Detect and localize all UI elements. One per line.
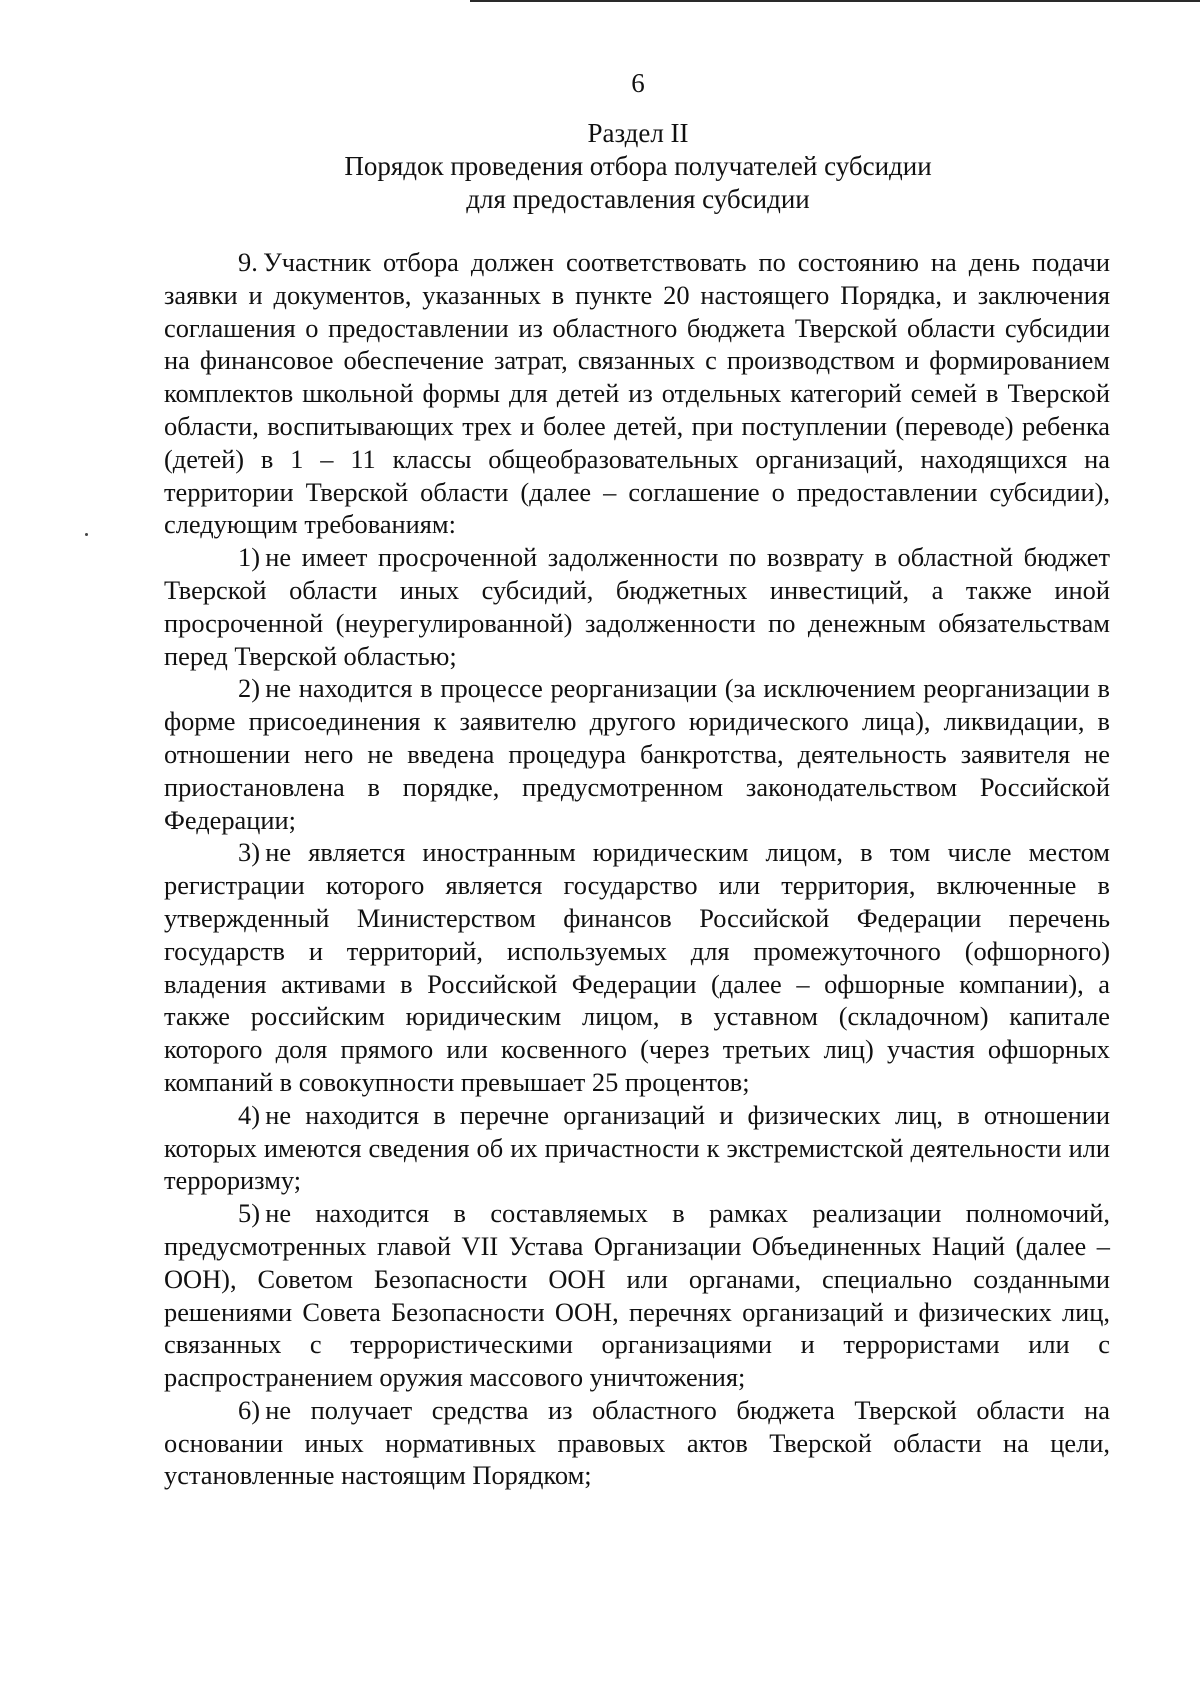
- paragraph-text: не получает средства из областного бюджета Тверской области на основании иных нормативных правовых актов Тверской области на цели, установленные настоящим Порядком;: [164, 1394, 1110, 1491]
- paragraph-item-6: [164, 1394, 1110, 1492]
- paragraph-text: Участник отбора должен соответствовать по состоянию на день подачи заявки и документов, указанных в пункте 20 настоящего Порядка, и заключения соглашения о предоставлении из областного бюджета Тверской области субсидии на финансовое обеспечение затрат, связанных с производством и формированием комплектов школьной формы для детей из отдельных категорий семей в Тверской области, воспитывающих трех и более детей, при поступлении (переводе) ребенка (детей) в 1 – 11 классы общеобразовательных организаций, находящихся на территории Тверской области (далее – соглашение о предоставлении субсидии), следующим требованиям:: [164, 247, 1110, 540]
- paragraph-9: [164, 246, 1110, 541]
- paragraph-number: 4): [238, 1099, 260, 1130]
- paragraph-item-3: [164, 836, 1110, 1098]
- page-number: 6: [631, 68, 645, 98]
- paragraph-item-1: [164, 541, 1110, 672]
- paragraph-number: 1): [238, 542, 260, 573]
- paragraph-text: не находится в процессе реорганизации (за исключением реорганизации в форме присоединения к заявителю другого юридического лица), ликвидации, в отношении него не введена процедура банкротства, деятельность заявителя не приостановлена в порядке, предусмотренном законодательством Российской Федерации;: [164, 673, 1110, 835]
- paragraph-number: 3): [238, 837, 260, 868]
- paragraph-number: 2): [238, 673, 260, 704]
- paragraph-item-5: [164, 1197, 1110, 1394]
- scan-top-edge: [470, 0, 1200, 2]
- paragraph-text: не имеет просроченной задолженности по возврату в областной бюджет Тверской области иных субсидий, бюджетных инвестиций, а также иной просроченной (неурегулированной) задолженности по денежным обязательствам перед Тверской областью;: [164, 542, 1110, 671]
- scan-speck: [85, 533, 88, 536]
- paragraph-item-2: [164, 672, 1110, 836]
- paragraph-number: 9.: [238, 247, 258, 277]
- section-subtitle-line2: для предоставления субсидии: [466, 184, 810, 214]
- document-body: [164, 246, 1110, 1492]
- paragraph-text: не находится в перечне организаций и физических лиц, в отношении которых имеются сведения об их причастности к экстремистской деятельности или терроризму;: [164, 1099, 1110, 1196]
- section-title: Раздел II: [587, 118, 689, 148]
- paragraph-number: 6): [238, 1394, 260, 1425]
- paragraph-text: не находится в составляемых в рамках реализации полномочий, предусмотренных главой VII Устава Организации Объединенных Наций (далее – ООН), Советом Безопасности ООН или органами, специально созданными решениями Совета Безопасности ООН, перечнях организаций и физических лиц, связанных с террористическими организациями и террористами или с распространением оружия массового уничтожения;: [164, 1198, 1110, 1393]
- paragraph-number: 5): [238, 1198, 260, 1229]
- section-subtitle-line1: Порядок проведения отбора получателей субсидии: [344, 151, 932, 181]
- paragraph-text: не является иностранным юридическим лицом, в том числе местом регистрации которого является государство или территория, включенные в утвержденный Министерством финансов Российской Федерации перечень государств и территорий, используемых для промежуточного (офшорного) владения активами в Российской Федерации (далее – офшорные компании), а также российским юридическим лицом, в уставном (складочном) капитале которого доля прямого или косвенного (через третьих лиц) участия офшорных компаний в совокупности превышает 25 процентов;: [164, 837, 1110, 1097]
- paragraph-item-4: [164, 1099, 1110, 1197]
